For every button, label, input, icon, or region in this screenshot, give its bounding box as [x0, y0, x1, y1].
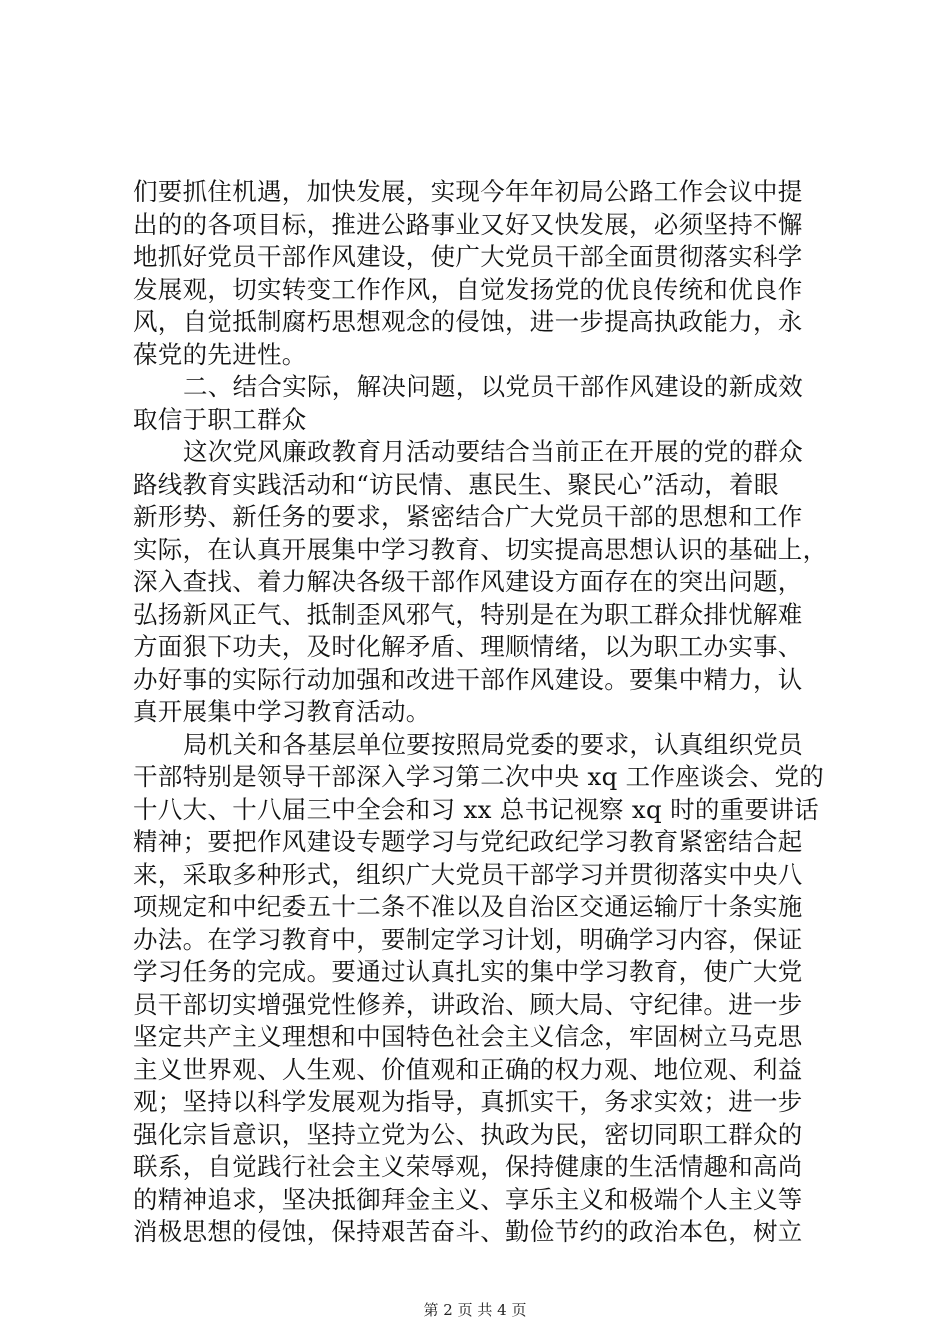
body-text-line: 主义世界观、人生观、价值观和正确的权力观、地位观、利益 [133, 1054, 803, 1084]
body-text-line: 来，采取多种形式，组织广大党员干部学习并贯彻落实中央八 [133, 859, 803, 889]
body-text-line: 取信于职工群众 [133, 404, 307, 434]
body-text-line: 葆党的先进性。 [133, 339, 307, 369]
body-text-line: 办法。在学习教育中，要制定学习计划，明确学习内容，保证 [133, 924, 803, 954]
body-text-line: 联系，自觉践行社会主义荣辱观，保持健康的生活情趣和高尚 [133, 1152, 803, 1181]
body-text-line: 深入查找、着力解决各级干部作风建设方面存在的突出问题， [133, 567, 803, 596]
body-text-line: 的精神追求，坚决抵御拜金主义、享乐主义和极端个人主义等 [133, 1184, 803, 1214]
document-body [133, 176, 833, 1249]
body-text-line: 消极思想的侵蚀，保持艰苦奋斗、勤俭节约的政治本色，树立 [133, 1217, 803, 1246]
body-text-line: 实际，在认真开展集中学习教育、切实提高思想认识的基础上， [133, 534, 828, 564]
body-text-line: 十八大、十八届三中全会和习 xx 总书记视察 xq 时的重要讲话 [133, 794, 819, 824]
body-text-line: 二、结合实际，解决问题，以党员干部作风建设的新成效 [183, 372, 803, 401]
body-text-line: 这次党风廉政教育月活动要结合当前正在开展的党的群众 [183, 437, 803, 466]
body-text-line: 出的的各项目标，推进公路事业又好又快发展，必须坚持不懈 [133, 209, 803, 239]
body-text-line: 风，自觉抵制腐朽思想观念的侵蚀，进一步提高执政能力，永 [133, 307, 803, 336]
body-text-line: 弘扬新风正气、抵制歪风邪气，特别是在为职工群众排忧解难 [133, 599, 803, 629]
body-text-line: 员干部切实增强党性修养，讲政治、顾大局、守纪律。进一步 [133, 989, 803, 1019]
body-text-line: 强化宗旨意识，坚持立党为公、执政为民，密切同职工群众的 [133, 1119, 803, 1149]
body-text-line: 精神；要把作风建设专题学习与党纪政纪学习教育紧密结合起 [133, 827, 803, 856]
body-text-line: 地抓好党员干部作风建设，使广大党员干部全面贯彻落实科学 [133, 242, 803, 271]
body-text-line: 发展观，切实转变工作作风，自觉发扬党的优良传统和优良作 [133, 274, 803, 304]
body-text-line: 真开展集中学习教育活动。 [133, 697, 431, 726]
body-text-line: 局机关和各基层单位要按照局党委的要求，认真组织党员 [183, 729, 803, 759]
body-text-line: 项规定和中纪委五十二条不准以及自治区交通运输厅十条实施 [133, 892, 803, 921]
body-text-line: 新形势、新任务的要求，紧密结合广大党员干部的思想和工作 [133, 502, 803, 531]
body-text-line: 办好事的实际行动加强和改进干部作风建设。要集中精力，认 [133, 664, 803, 694]
page-number-footer: 第 2 页 共 4 页 [423, 1301, 527, 1319]
body-text-line: 路线教育实践活动和“访民情、惠民生、聚民心”活动，着眼 [133, 469, 779, 499]
body-text-line: 干部特别是领导干部深入学习第二次中央 xq 工作座谈会、党的 [133, 762, 825, 791]
body-text-line: 坚定共产主义理想和中国特色社会主义信念，牢固树立马克思 [133, 1022, 803, 1051]
body-text-line: 们要抓住机遇，加快发展，实现今年年初局公路工作会议中提 [133, 177, 803, 206]
body-text-line: 方面狠下功夫，及时化解矛盾、理顺情绪，以为职工办实事、 [133, 632, 803, 661]
body-text-line: 观；坚持以科学发展观为指导，真抓实干，务求实效；进一步 [133, 1087, 803, 1116]
body-text-line: 学习任务的完成。要通过认真扎实的集中学习教育，使广大党 [133, 957, 803, 986]
